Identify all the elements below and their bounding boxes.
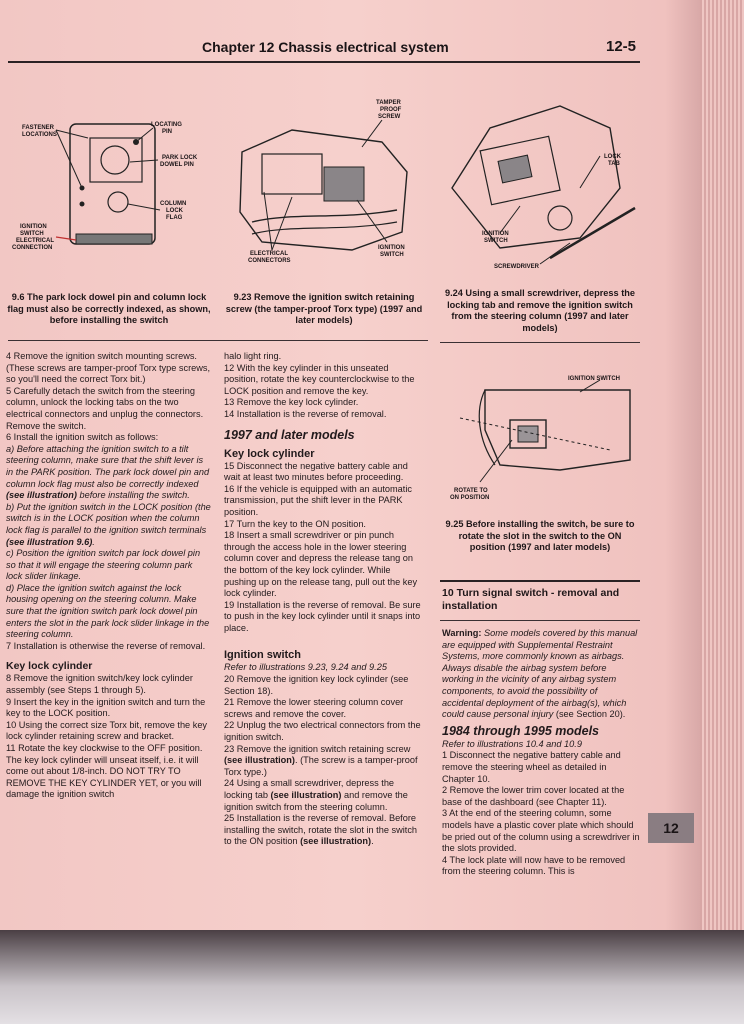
step-8: 8 Remove the ignition switch/key lock cylinder assembly (see Steps 1 through 5).: [6, 673, 193, 696]
caption-9-6: 9.6 The park lock dowel pin and column lock flag must also be correctly indexed, as shown, before installing the switch: [7, 292, 211, 325]
label-switch: SWITCH: [380, 252, 404, 258]
label-on-position: ON POSITION: [450, 495, 490, 501]
lock-tab-diagram: [440, 88, 640, 273]
chapter-thumb-tab: 12: [648, 813, 694, 843]
label-switch: SWITCH: [484, 238, 508, 244]
step-6: 6 Install the ignition switch as follows:: [6, 432, 159, 443]
label-flag: FLAG: [166, 215, 183, 221]
figure-9-25: [440, 370, 640, 505]
heading-1997-later: 1997 and later models: [224, 427, 355, 442]
step-21: 21 Remove the lower steering column cover screws and remove the cover.: [224, 697, 404, 719]
step-17: 17 Turn the key to the ON position.: [224, 518, 366, 529]
label-pin: PIN: [162, 129, 173, 135]
label-connectors: CONNECTORS: [248, 258, 291, 264]
header-rule: [8, 61, 640, 63]
step-10-1: 1 Disconnect the negative battery cable and remove the steering wheel as detailed in Chapter 10.: [442, 750, 621, 784]
step-14: 14 Installation is the reverse of removal.: [224, 408, 387, 419]
background-surface: [0, 930, 744, 1024]
refer-illustrations-10: Refer to illustrations 10.4 and 10.9: [442, 738, 582, 749]
step-10-4: 4 The lock plate will now have to be removed from the steering column. This is: [442, 854, 626, 877]
label-dowel-pin: DOWEL PIN: [160, 162, 194, 168]
column-1: [6, 351, 211, 801]
label-ignition: IGNITION: [20, 224, 47, 230]
step-6a: a) Before attaching the ignition switch to a tilt steering column, make sure that the shift lever is in the PARK position. The park lock dowel pin and column lock flag must also be correctly indexed (see illustration) before installing the switch.: [6, 443, 210, 501]
caption-9-25: 9.25 Before installing the switch, be sure to rotate the slot in the switch to the ON position (1997 and later models): [445, 519, 635, 552]
step-16: 16 If the vehicle is equipped with an automatic transmission, put the shift lever in the PARK position.: [224, 483, 412, 517]
caption-rule: [8, 340, 428, 341]
ignition-switch-diagram: [8, 92, 218, 267]
figure-9-23: [232, 92, 417, 267]
step-13: 13 Remove the key lock cylinder.: [224, 397, 359, 408]
switch-rotate-diagram: [440, 370, 640, 505]
page-number: 12-5: [606, 38, 637, 55]
label-ignition-switch: IGNITION SWITCH: [568, 376, 620, 382]
label-locations: LOCATIONS: [22, 132, 57, 138]
section-rule-bottom: [440, 620, 640, 621]
label-park-lock: PARK LOCK: [162, 155, 198, 161]
label-ignition: IGNITION: [482, 231, 509, 237]
label-tamper: TAMPER: [376, 100, 401, 106]
column-2: [224, 351, 424, 848]
caption-9-24: 9.24 Using a small screwdriver, depress the locking tab and remove the ignition switch from the steering column (1997 and later models): [445, 288, 635, 333]
page-edges: [700, 0, 744, 930]
step-10: 10 Using the correct size Torx bit, remove the key lock cylinder retaining screw and bracket.: [6, 719, 208, 742]
continued-text: halo light ring.: [224, 351, 282, 361]
step-7: 7 Installation is otherwise the reverse of removal.: [6, 640, 206, 651]
caption-9-23: 9.23 Remove the ignition switch retaining screw (the tamper-proof Torx type) (1997 and later models): [225, 292, 423, 325]
label-connection: CONNECTION: [12, 245, 53, 251]
label-switch: SWITCH: [20, 231, 44, 237]
step-20: 20 Remove the ignition key lock cylinder (see Section 18).: [224, 674, 409, 696]
step-23: 23 Remove the ignition switch retaining screw (see illustration). (The screw is a tamper-proof Torx type.): [224, 743, 418, 777]
section-10-title: 10 Turn signal switch - removal and installation: [442, 587, 620, 612]
label-fastener: FASTENER: [22, 125, 55, 131]
step-6b: b) Put the ignition switch in the LOCK position (the switch is in the LOCK position when the column lock flag is parallel to the ignition switch terminals (see illustration 9.6).: [6, 501, 211, 547]
step-11: 11 Rotate the key clockwise to the OFF position. The key lock cylinder will unseat itself, i.e. it will come out about 1/8-inch. DO NOT TRY TO REMOVE THE KEY CYLINDER YET, or you will damage the ignition switch: [6, 743, 203, 800]
label-electrical: ELECTRICAL: [16, 238, 54, 244]
caption-rule-right: [440, 342, 640, 343]
heading-1984-1995: 1984 through 1995 models: [442, 723, 600, 738]
warning-block: Warning: Some models covered by this manual are equipped with Supplemental Restraint Systems, more commonly known as airbags. Always disable the airbag system before working in the vicinity of any airbag system components, to avoid the possibility of accidental deployment of the airbag(s), which could cause personal injury (see Section 20).: [442, 628, 638, 720]
label-locating: LOCATING: [151, 122, 182, 128]
heading-ignition-switch: Ignition switch: [224, 649, 301, 662]
heading-key-lock-cylinder: Key lock cylinder: [6, 660, 93, 673]
heading-key-lock-cylinder-2: Key lock cylinder: [224, 447, 315, 460]
refer-illustrations: Refer to illustrations 9.23, 9.24 and 9.25: [224, 662, 387, 673]
label-column: COLUMN: [160, 201, 187, 207]
step-25: 25 Installation is the reverse of removal. Before installing the switch, rotate the slot in the switch to the ON position (see illustration).: [224, 813, 418, 847]
step-15: 15 Disconnect the negative battery cable and wait at least two minutes before proceeding.: [224, 460, 408, 483]
step-4: 4 Remove the ignition switch mounting screws. (These screws are tamper-proof Torx type screws, so you'll need the correct Torx bit.): [6, 351, 211, 385]
step-10-3: 3 At the end of the steering column, some models have a plastic cover plate which should be pried out of the column using a screwdriver in the slots provided.: [442, 808, 640, 854]
label-lock: LOCK: [166, 208, 183, 214]
chapter-title: Chapter 12 Chassis electrical system: [202, 39, 449, 55]
figure-9-6: [8, 92, 218, 267]
label-screw: SCREW: [378, 114, 401, 120]
label-tab: TAB: [608, 161, 620, 167]
step-18: 18 Insert a small screwdriver or pin punch through the access hole in the lower steering column cover and depress the release tang on the bottom of the key lock cylinder. While pushing up on the release tang, pull out the key lock cylinder.: [224, 530, 418, 599]
label-screwdriver: SCREWDRIVER: [494, 264, 540, 270]
step-22: 22 Unplug the two electrical connectors from the ignition switch.: [224, 720, 421, 743]
label-electrical: ELECTRICAL: [250, 251, 288, 257]
label-proof: PROOF: [380, 107, 402, 113]
step-12: 12 With the key cylinder in this unseated position, rotate the key counterclockwise to the LOCK position and remove the key.: [224, 362, 415, 396]
step-24: 24 Using a small screwdriver, depress the locking tab (see illustration) and remove the ignition switch from the steering column.: [224, 778, 408, 812]
step-19: 19 Installation is the reverse of removal. Be sure to push in the key lock cylinder until it snaps into place.: [224, 599, 421, 633]
step-6c: c) Position the ignition switch par lock dowel pin so that it will engage the steering column park lock slider linkage.: [6, 548, 201, 582]
column-3: [442, 628, 640, 878]
ignition-screw-diagram: [232, 92, 417, 267]
label-rotate-to: ROTATE TO: [454, 488, 488, 494]
step-9: 9 Insert the key in the ignition switch and turn the key to the LOCK position.: [6, 696, 206, 719]
step-5: 5 Carefully detach the switch from the steering column, unlock the locking tabs on the two electrical connectors and unplug the connectors. Remove the switch.: [6, 385, 204, 431]
label-lock: LOCK: [604, 154, 621, 160]
section-rule-top: [440, 580, 640, 582]
step-10-2: 2 Remove the lower trim cover located at the base of the dashboard (see Chapter 11).: [442, 785, 625, 807]
step-6d: d) Place the ignition switch against the lock housing opening on the steering column. Make sure that the ignition switch park lock dowel pin enters the slot in the park lock slider linkage in the steering column.: [6, 582, 210, 640]
figure-9-24: [440, 88, 640, 273]
label-ignition: IGNITION: [378, 245, 405, 251]
